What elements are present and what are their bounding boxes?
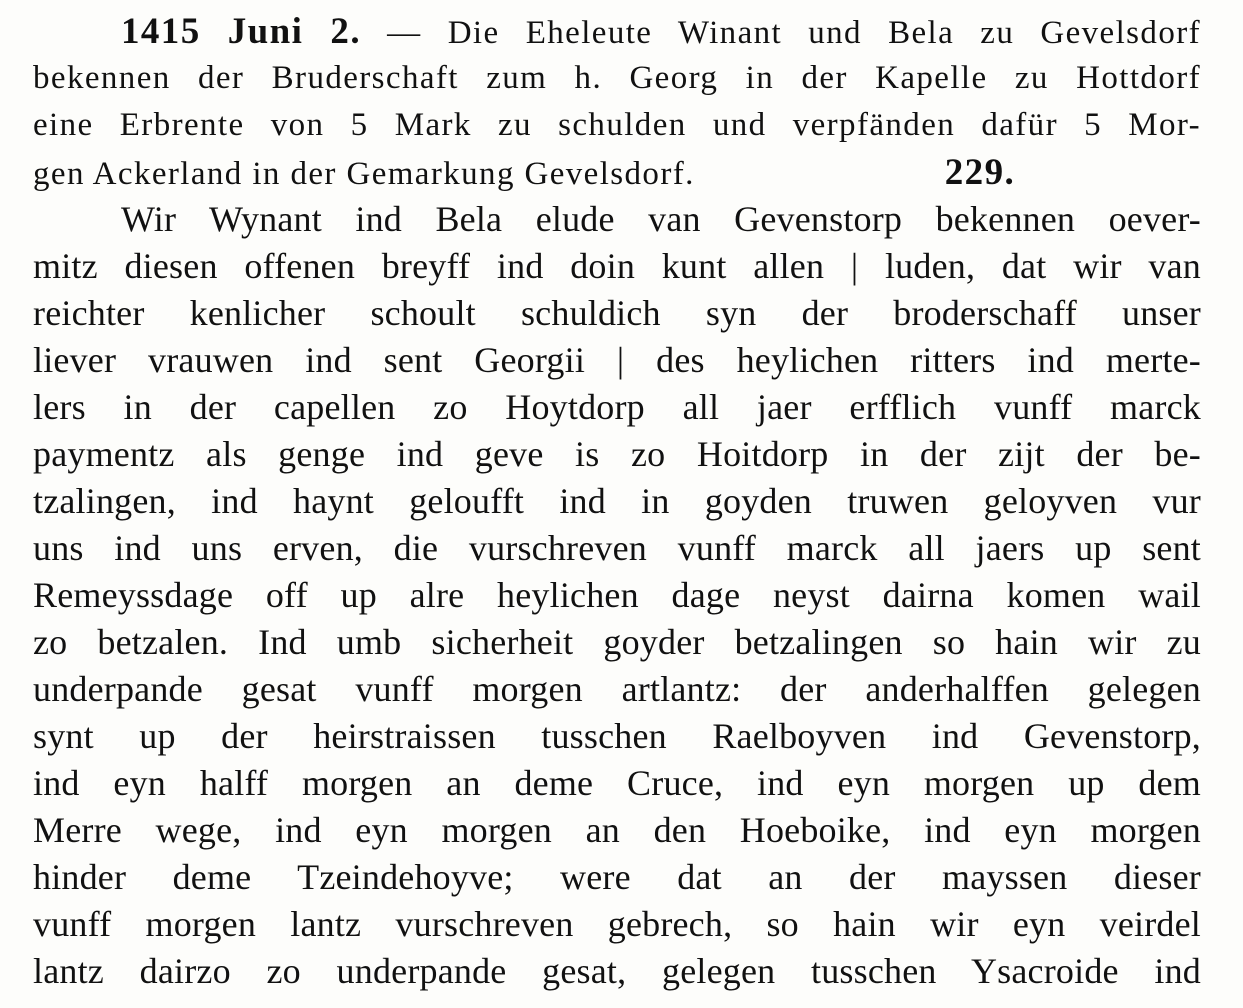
heading-dash: — (387, 15, 422, 51)
document-number: 229. (944, 152, 1016, 193)
body-line: zo betzalen. Ind umb sicherheit goyder betzalingen so hain wir zu (33, 622, 1201, 662)
body-line: synt up der heirstraissen tusschen Raelboyven ind Gevenstorp, (33, 716, 1201, 756)
body-line: mitz diesen offenen breyff ind doin kunt allen | luden, dat wir van (33, 246, 1201, 286)
body-line: tzalingen, ind haynt geloufft ind in goyden truwen geloyven vur (33, 481, 1201, 521)
heading-line-3: eine Erbrente von 5 Mark zu schulden und verpfänden dafür 5 Mor- (33, 107, 1201, 143)
body-line: Remeyssdage off up alre heylichen dage neyst dairna komen wail (33, 575, 1201, 615)
document-page (33, 8, 1201, 995)
body-line: ind eyn halff morgen an deme Cruce, ind eyn morgen up dem (33, 763, 1201, 803)
body-line: Merre wege, ind eyn morgen an den Hoeboike, ind eyn morgen (33, 810, 1201, 850)
heading-line-1-text: Die Eheleute Winant und Bela zu Gevelsdorf (447, 15, 1201, 51)
body-line: lantz dairzo zo underpande gesat, gelegen tusschen Ysacroide ind (33, 951, 1201, 991)
body-line: Wir Wynant ind Bela elude van Gevenstorp bekennen oever- (121, 199, 1201, 239)
document-body (33, 196, 1201, 995)
heading-line-4 (33, 149, 1201, 196)
body-line: paymentz als genge ind geve is zo Hoitdorp in der zijt der be- (33, 434, 1201, 474)
body-line: vunff morgen lantz vurschreven gebrech, so hain wir eyn veirdel (33, 904, 1201, 944)
body-line: hinder deme Tzeindehoyve; were dat an der mayssen dieser (33, 857, 1201, 897)
body-line: uns ind uns erven, die vurschreven vunff marck all jaers up sent (33, 528, 1201, 568)
document-date: 1415 Juni 2. (121, 11, 361, 52)
body-line: liever vrauwen ind sent Georgii | des heylichen ritters ind merte- (33, 340, 1201, 380)
body-line: underpande gesat vunff morgen artlantz: der anderhalffen gelegen (33, 669, 1201, 709)
body-line: reichter kenlicher schoult schuldich syn der broderschaff unser (33, 293, 1201, 333)
heading-line-2: bekennen der Bruderschaft zum h. Georg in der Kapelle zu Hottdorf (33, 60, 1201, 96)
heading-line-1 (33, 8, 1201, 55)
body-line: lers in der capellen zo Hoytdorp all jaer erfflich vunff marck (33, 387, 1201, 427)
regest-heading (33, 8, 1201, 196)
heading-line-4-text: gen Ackerland in der Gemarkung Gevelsdorf. (33, 156, 695, 192)
